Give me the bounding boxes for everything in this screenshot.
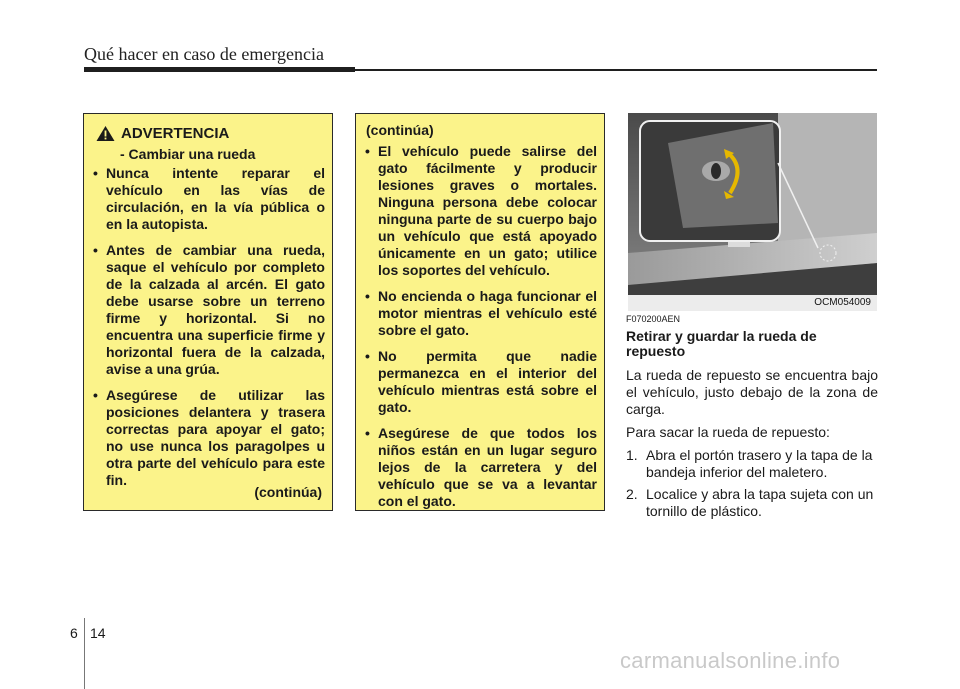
section-title: Retirar y guardar la rueda de repuesto (626, 328, 817, 359)
warning-box-1 (83, 113, 333, 511)
step-item (626, 447, 878, 481)
warning-bullet: • Asegúrese de que todos los niños están en un lugar seguro lejos de la carretera y del vehículo que se va a levantar con el gato. (365, 425, 597, 510)
step-text: Abra el portón trasero y la tapa de la bandeja inferior del maletero. (646, 447, 873, 480)
warning-bullet: • No permita que nadie permanezca en el interior del vehículo mientras está sobre el gato. (365, 348, 597, 416)
step-item (626, 486, 878, 520)
header-rule-thin (355, 69, 877, 71)
page-header-title: Qué hacer en caso de emergencia (84, 44, 325, 64)
warning-heading (96, 125, 229, 142)
figure-caption: OCM054009 (628, 295, 877, 311)
watermark: carmanualsonline.info (620, 648, 841, 673)
warning-bullet: • El vehículo puede salirse del gato fácilmente y producir lesiones graves o mortales. Ninguna persona debe colocar ninguna parte de su cuerpo bajo un vehículo que está apoyado únicamente en un gato; utilice los soportes del vehículo. (365, 143, 597, 279)
cargo-area-photo (628, 113, 877, 311)
warning-subheading: - Cambiar una rueda (120, 146, 256, 162)
step-text: Localice y abra la tapa sujeta con un tornillo de plástico. (646, 486, 874, 519)
header-rule-thick (84, 67, 355, 72)
warning-bullet: • Antes de cambiar una rueda, saque el vehículo por completo de la calzada al arcén. El gato debe usarse sobre un terreno firme y horizontal. Si no encuentra una superficie firme y horizontal fuera de la calzada, avise a una grúa. (93, 242, 325, 378)
section-code: F070200AEN (626, 314, 681, 324)
chapter-number: 6 (70, 625, 78, 641)
warning-bullet: • Nunca intente reparar el vehículo en las vías de circulación, en la vía pública o en la autopista. (93, 165, 325, 233)
warning-box-2 (355, 113, 605, 511)
continued-label: (continúa) (366, 122, 434, 138)
step-number: 1. (626, 447, 638, 463)
page-number: 14 (90, 625, 106, 641)
continued-label: (continúa) (254, 484, 322, 500)
paragraph: Para sacar la rueda de repuesto: (626, 424, 830, 440)
warning-bullet-list (93, 165, 325, 498)
footer-divider (84, 618, 85, 689)
warning-title: ADVERTENCIA (121, 125, 230, 142)
section-content (622, 314, 878, 525)
warning-triangle-icon (96, 125, 115, 142)
warning-bullet-list (365, 143, 597, 519)
warning-bullet: • No encienda o haga funcionar el motor mientras el vehículo esté sobre el gato. (365, 288, 597, 339)
steps-list (622, 447, 878, 520)
step-number: 2. (626, 486, 638, 502)
warning-bullet: • Asegúrese de utilizar las posiciones delantera y trasera correctas para apoyar el gato; no use nunca los paragolpes u otra parte del vehículo para este fin. (93, 387, 325, 489)
paragraph: La rueda de repuesto se encuentra bajo el vehículo, justo debajo de la zona de carga. (626, 367, 878, 417)
